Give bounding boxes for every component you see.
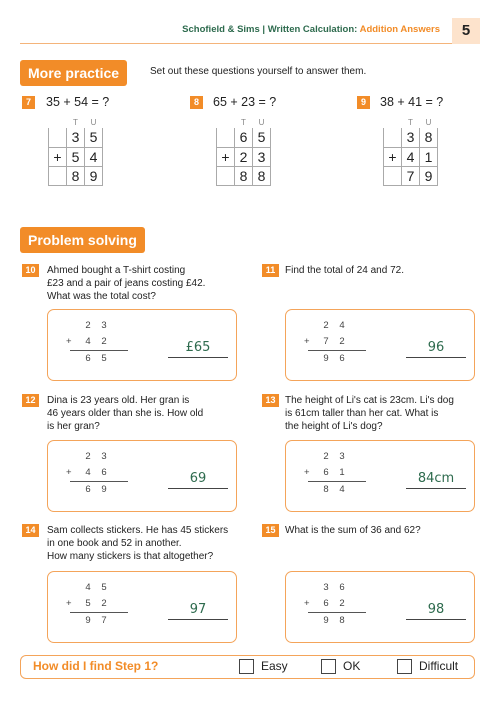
calc-digit: 3 xyxy=(323,582,329,593)
problem-text xyxy=(285,264,404,277)
final-answer: 96 xyxy=(406,340,466,358)
grid-digit: 2 xyxy=(235,147,253,166)
plus-sign: + xyxy=(304,598,310,609)
grid-total-digit: 9 xyxy=(85,166,103,185)
publisher: Schofield & Sims xyxy=(182,24,260,35)
calc-digit: 9 xyxy=(323,353,329,364)
answer-box xyxy=(285,440,475,512)
answer-box xyxy=(285,571,475,643)
working-calculation xyxy=(66,318,128,367)
calc-digit: 3 xyxy=(101,451,107,462)
calc-digit: 2 xyxy=(323,320,329,331)
calc-digit: 3 xyxy=(339,451,345,462)
problem-text-line: is her gran? xyxy=(47,421,100,432)
answer-box xyxy=(47,571,237,643)
calc-digit: 2 xyxy=(323,451,329,462)
answer-box xyxy=(285,309,475,381)
grid-total-digit: 8 xyxy=(67,166,85,185)
working-calculation xyxy=(304,580,366,629)
problem-solving-banner: Problem solving xyxy=(20,227,145,253)
question-number-badge: 7 xyxy=(22,96,35,109)
question-equation: 38 + 41 = ? xyxy=(380,95,444,109)
problem-number-badge: 14 xyxy=(22,524,39,537)
ok-label: OK xyxy=(343,659,361,673)
grid-total-digit: 8 xyxy=(253,166,271,185)
problem-number-badge: 11 xyxy=(262,264,279,277)
calc-digit: 4 xyxy=(339,484,345,495)
problem-text-line: £23 and a pair of jeans costing £42. xyxy=(47,278,206,289)
problem-number-badge: 13 xyxy=(262,394,279,407)
calc-digit: 5 xyxy=(85,598,91,609)
plus-sign: + xyxy=(49,147,67,166)
final-answer: 98 xyxy=(406,602,466,620)
working-calculation xyxy=(304,318,366,367)
calc-digit: 1 xyxy=(339,467,345,478)
question-equation: 65 + 23 = ? xyxy=(213,95,277,109)
calc-digit: 5 xyxy=(101,353,107,364)
problem-text-line: What was the total cost? xyxy=(47,291,156,302)
calc-digit: 6 xyxy=(85,484,91,495)
tens-header: T xyxy=(408,117,413,127)
more-practice-banner: More practice xyxy=(20,60,127,86)
grid-total-digit: 7 xyxy=(402,166,420,185)
plus-sign: + xyxy=(304,336,310,347)
problem-text-line: in one book and 52 in another. xyxy=(47,538,182,549)
grid-digit: 3 xyxy=(402,128,420,147)
problem-text-line: Ahmed bought a T-shirt costing xyxy=(47,265,186,276)
grid-digit: 8 xyxy=(420,128,438,147)
problem-text xyxy=(285,524,421,537)
units-header: U xyxy=(425,117,432,127)
header-rule xyxy=(20,43,452,44)
calc-digit: 3 xyxy=(101,320,107,331)
answer-box xyxy=(47,309,237,381)
calc-digit: 2 xyxy=(339,336,345,347)
grid-digit: 3 xyxy=(253,147,271,166)
final-answer: 97 xyxy=(168,602,228,620)
grid-digit: 5 xyxy=(253,128,271,147)
problem-text xyxy=(285,394,454,433)
grid-digit: 1 xyxy=(420,147,438,166)
working-calculation xyxy=(304,449,366,498)
calc-digit: 7 xyxy=(101,615,107,626)
calc-digit: 2 xyxy=(339,598,345,609)
column-grid xyxy=(48,116,103,186)
easy-checkbox[interactable] xyxy=(239,659,254,674)
plus-sign: + xyxy=(66,336,72,347)
tens-header: T xyxy=(73,117,78,127)
header-separator: | xyxy=(262,24,266,35)
calc-digit: 2 xyxy=(85,320,91,331)
grid-digit: 4 xyxy=(85,147,103,166)
problem-text xyxy=(47,524,228,563)
calc-digit: 6 xyxy=(85,353,91,364)
problem-text xyxy=(47,394,203,433)
calc-digit: 6 xyxy=(339,582,345,593)
grid-digit: 6 xyxy=(235,128,253,147)
calc-digit: 5 xyxy=(101,582,107,593)
calc-digit: 6 xyxy=(101,467,107,478)
answer-box xyxy=(47,440,237,512)
calc-digit: 2 xyxy=(101,598,107,609)
calc-digit: 4 xyxy=(339,320,345,331)
self-assessment-bar xyxy=(20,655,475,679)
calc-digit: 7 xyxy=(323,336,329,347)
page-number: 5 xyxy=(452,18,480,44)
question-number-badge: 8 xyxy=(190,96,203,109)
grid-digit: 3 xyxy=(67,128,85,147)
difficult-label: Difficult xyxy=(419,659,459,673)
problem-number-badge: 12 xyxy=(22,394,39,407)
problem-text-line: How many stickers is that altogether? xyxy=(47,551,214,562)
calc-digit: 6 xyxy=(323,467,329,478)
grid-digit: 5 xyxy=(67,147,85,166)
calc-digit: 9 xyxy=(323,615,329,626)
more-practice-instruction: Set out these questions yourself to answer them. xyxy=(150,66,367,77)
column-grid xyxy=(216,116,271,186)
page-header-text xyxy=(182,24,440,35)
problem-text-line: Sam collects stickers. He has 45 stickers xyxy=(47,525,229,536)
question-equation: 35 + 54 = ? xyxy=(46,95,110,109)
problem-number-badge: 15 xyxy=(262,524,279,537)
ok-checkbox[interactable] xyxy=(321,659,336,674)
plus-sign: + xyxy=(384,147,402,166)
easy-label: Easy xyxy=(261,659,288,673)
self-assessment-question: How did I find Step 1? xyxy=(33,659,159,673)
problem-text-line: What is the sum of 36 and 62? xyxy=(285,525,421,536)
problem-text xyxy=(47,264,205,303)
plus-sign: + xyxy=(66,467,72,478)
plus-sign: + xyxy=(304,467,310,478)
calc-digit: 4 xyxy=(85,582,91,593)
calc-digit: 4 xyxy=(85,467,91,478)
problem-text-line: is 61cm taller than her cat. What is xyxy=(285,408,439,419)
grid-total-digit: 8 xyxy=(235,166,253,185)
problem-text-line: the height of Li's dog? xyxy=(285,421,383,432)
calc-digit: 9 xyxy=(101,484,107,495)
problem-number-badge: 10 xyxy=(22,264,39,277)
final-answer: £65 xyxy=(168,340,228,358)
calc-digit: 4 xyxy=(85,336,91,347)
calc-digit: 8 xyxy=(323,484,329,495)
calc-digit: 8 xyxy=(339,615,345,626)
topic-title: Addition Answers xyxy=(359,24,440,35)
plus-sign: + xyxy=(66,598,72,609)
problem-text-line: 46 years older than she is. How old xyxy=(47,408,204,419)
tens-header: T xyxy=(241,117,246,127)
column-grid xyxy=(383,116,438,186)
final-answer: 69 xyxy=(168,471,228,489)
calc-digit: 9 xyxy=(85,615,91,626)
difficult-checkbox[interactable] xyxy=(397,659,412,674)
calc-digit: 6 xyxy=(339,353,345,364)
units-header: U xyxy=(258,117,265,127)
plus-sign: + xyxy=(217,147,235,166)
problem-text-line: The height of Li's cat is 23cm. Li's dog xyxy=(285,395,454,406)
grid-digit: 4 xyxy=(402,147,420,166)
grid-digit: 5 xyxy=(85,128,103,147)
problem-text-line: Find the total of 24 and 72. xyxy=(285,265,404,276)
units-header: U xyxy=(90,117,97,127)
calc-digit: 2 xyxy=(85,451,91,462)
working-calculation xyxy=(66,449,128,498)
problem-text-line: Dina is 23 years old. Her gran is xyxy=(47,395,190,406)
question-number-badge: 9 xyxy=(357,96,370,109)
calc-digit: 2 xyxy=(101,336,107,347)
working-calculation xyxy=(66,580,128,629)
grid-total-digit: 9 xyxy=(420,166,438,185)
calc-digit: 6 xyxy=(323,598,329,609)
book-title: Written Calculation: xyxy=(267,24,358,35)
final-answer: 84cm xyxy=(406,471,466,489)
